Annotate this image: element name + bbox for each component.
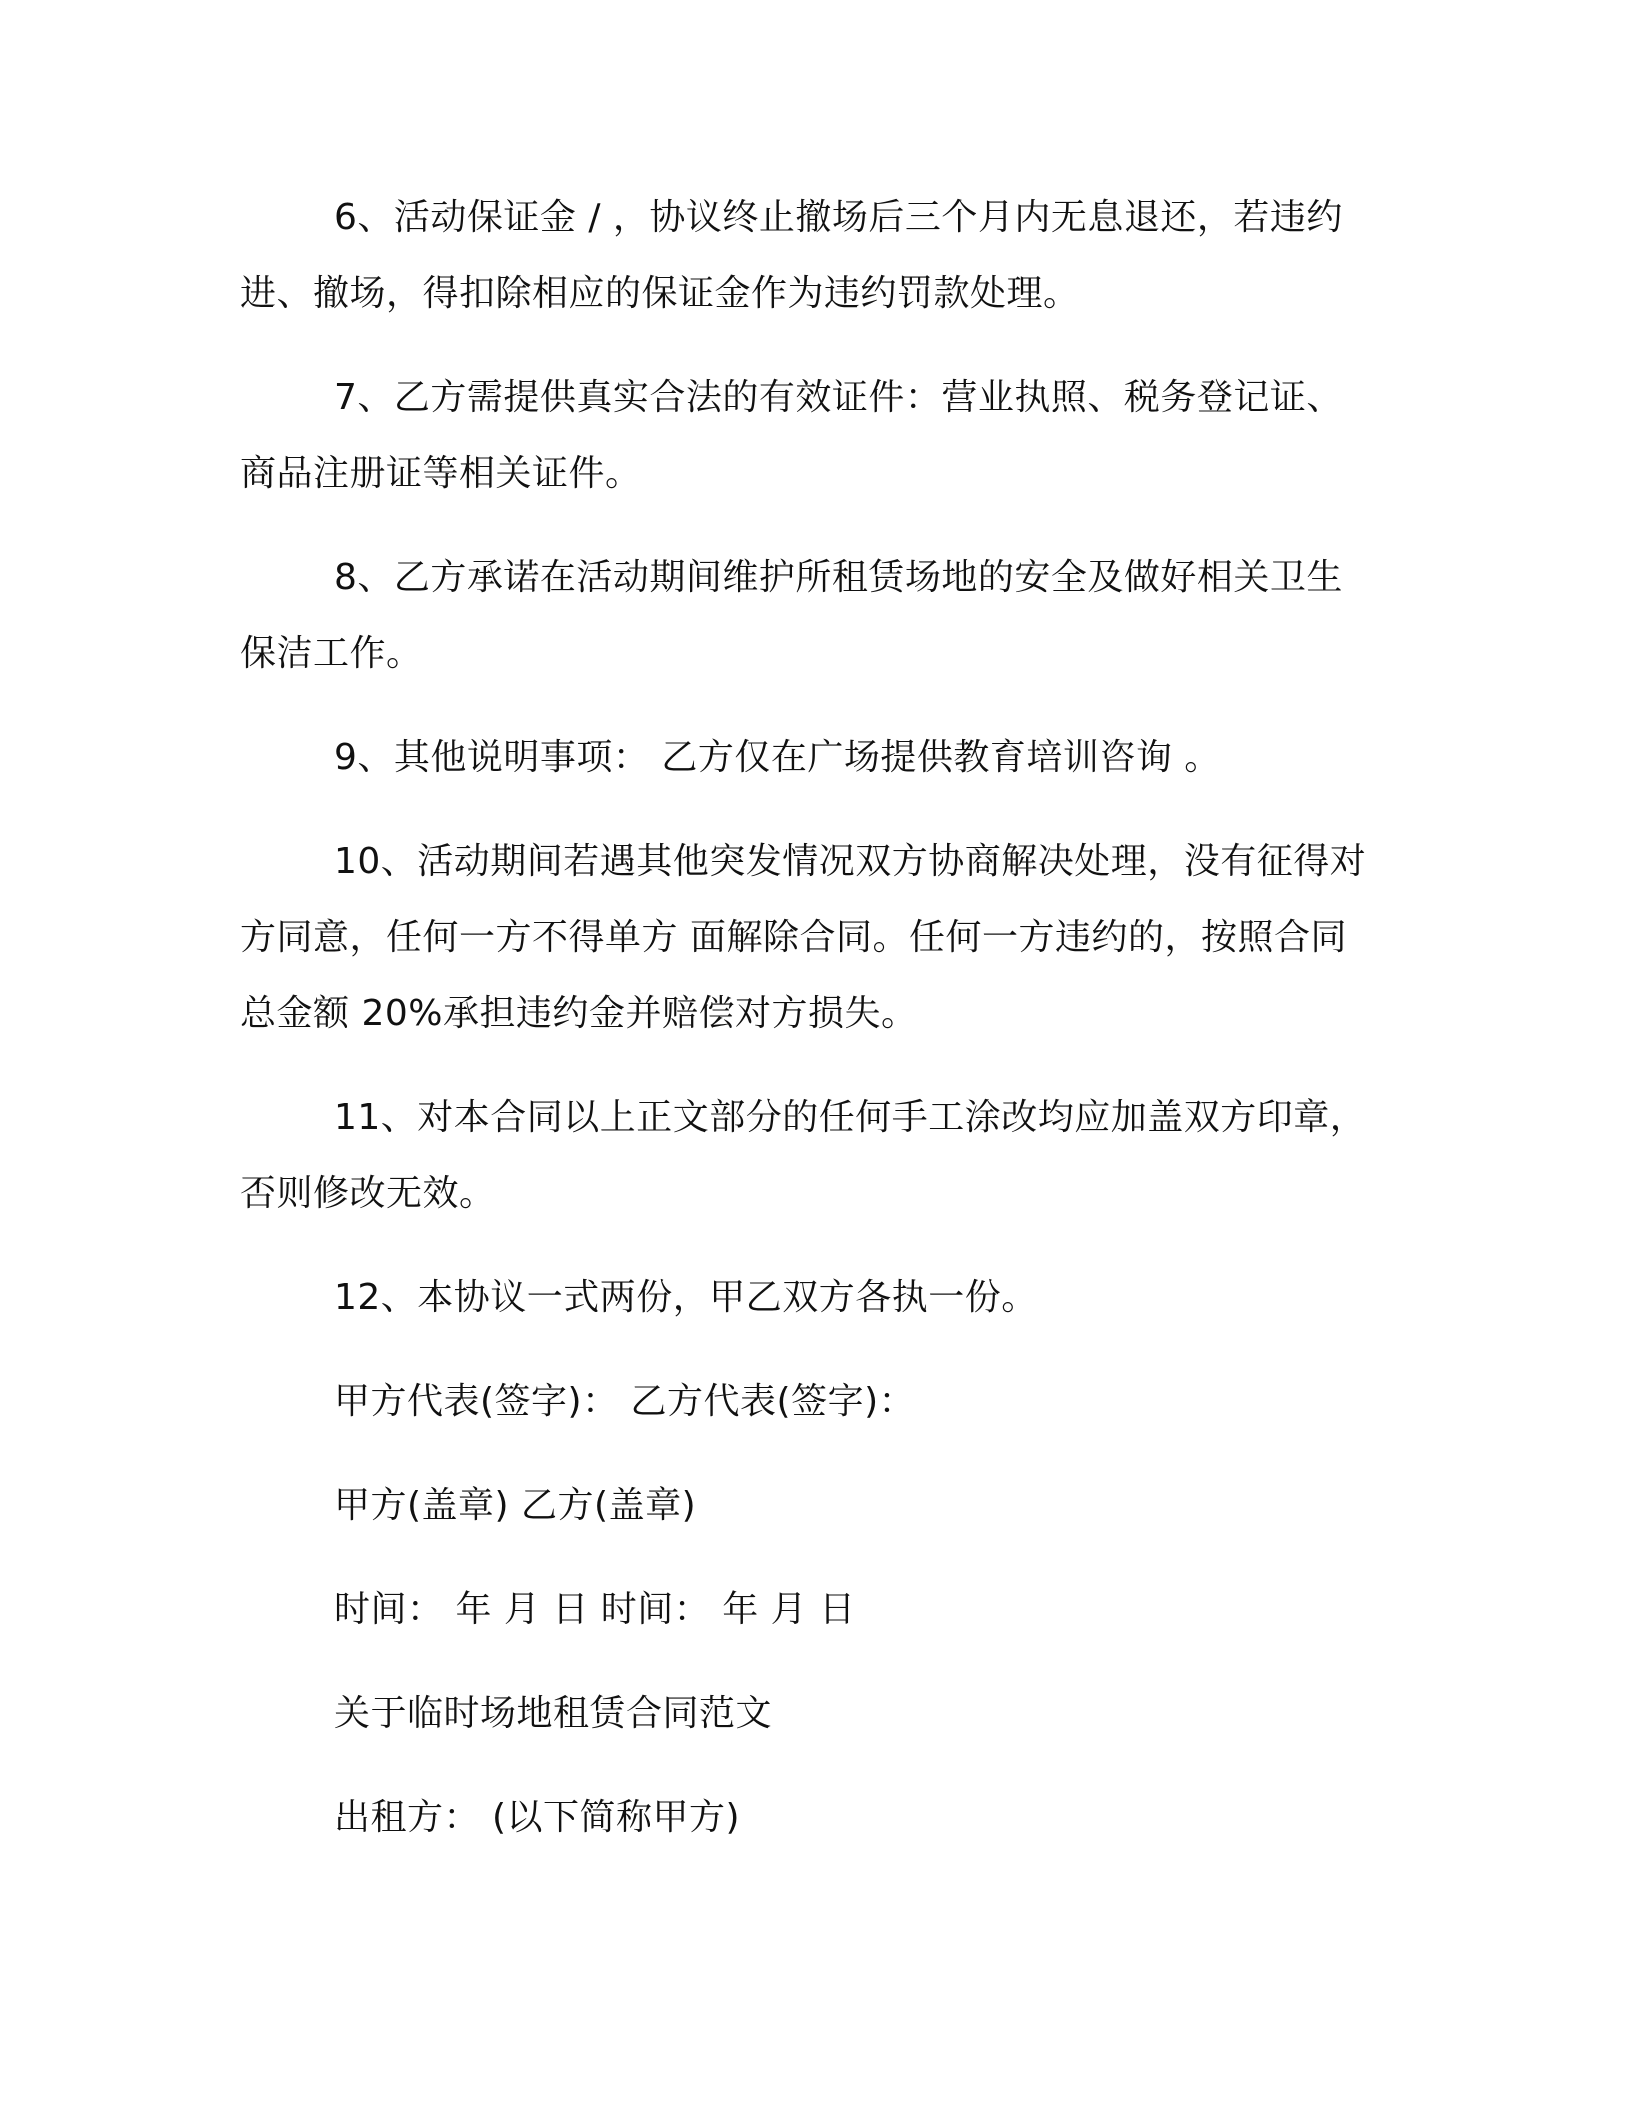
clause-10-line-1: 10、活动期间若遇其他突发情况双方协商解决处理，没有征得对 bbox=[334, 841, 1367, 882]
lessor-line: 出租方： (以下简称甲方) bbox=[334, 1797, 741, 1838]
clause-9-line: 9、其他说明事项： 乙方仅在广场提供教育培训咨询 。 bbox=[334, 737, 1221, 778]
clause-8-line-2: 保洁工作。 bbox=[240, 633, 423, 674]
clause-10-line-3: 总金额 20%承担违约金并赔偿对方损失。 bbox=[240, 993, 918, 1034]
clause-12-line: 12、本协议一式两份，甲乙双方各执一份。 bbox=[334, 1277, 1038, 1318]
clause-7-line-2: 商品注册证等相关证件。 bbox=[240, 453, 642, 494]
clause-6-line-2: 进、撤场，得扣除相应的保证金作为违约罚款处理。 bbox=[240, 273, 1080, 314]
clause-6-line-1: 6、活动保证金 / ，协议终止撤场后三个月内无息退还，若违约 bbox=[334, 197, 1343, 238]
clause-10-line-2: 方同意，任何一方不得单方 面解除合同。任何一方违约的，按照合同 bbox=[240, 917, 1347, 958]
clause-11-line-2: 否则修改无效。 bbox=[240, 1173, 496, 1214]
seal-line: 甲方(盖章) 乙方(盖章) bbox=[334, 1485, 697, 1526]
date-line: 时间： 年 月 日 时间： 年 月 日 bbox=[334, 1589, 856, 1630]
signature-line: 甲方代表(签字)： 乙方代表(签字)： bbox=[334, 1381, 916, 1422]
section-title: 关于临时场地租赁合同范文 bbox=[334, 1693, 773, 1734]
clause-7-line-1: 7、乙方需提供真实合法的有效证件：营业执照、税务登记证、 bbox=[334, 377, 1343, 418]
clause-11-line-1: 11、对本合同以上正文部分的任何手工涂改均应加盖双方印章， bbox=[334, 1097, 1367, 1138]
clause-8-line-1: 8、乙方承诺在活动期间维护所租赁场地的安全及做好相关卫生 bbox=[334, 557, 1343, 598]
